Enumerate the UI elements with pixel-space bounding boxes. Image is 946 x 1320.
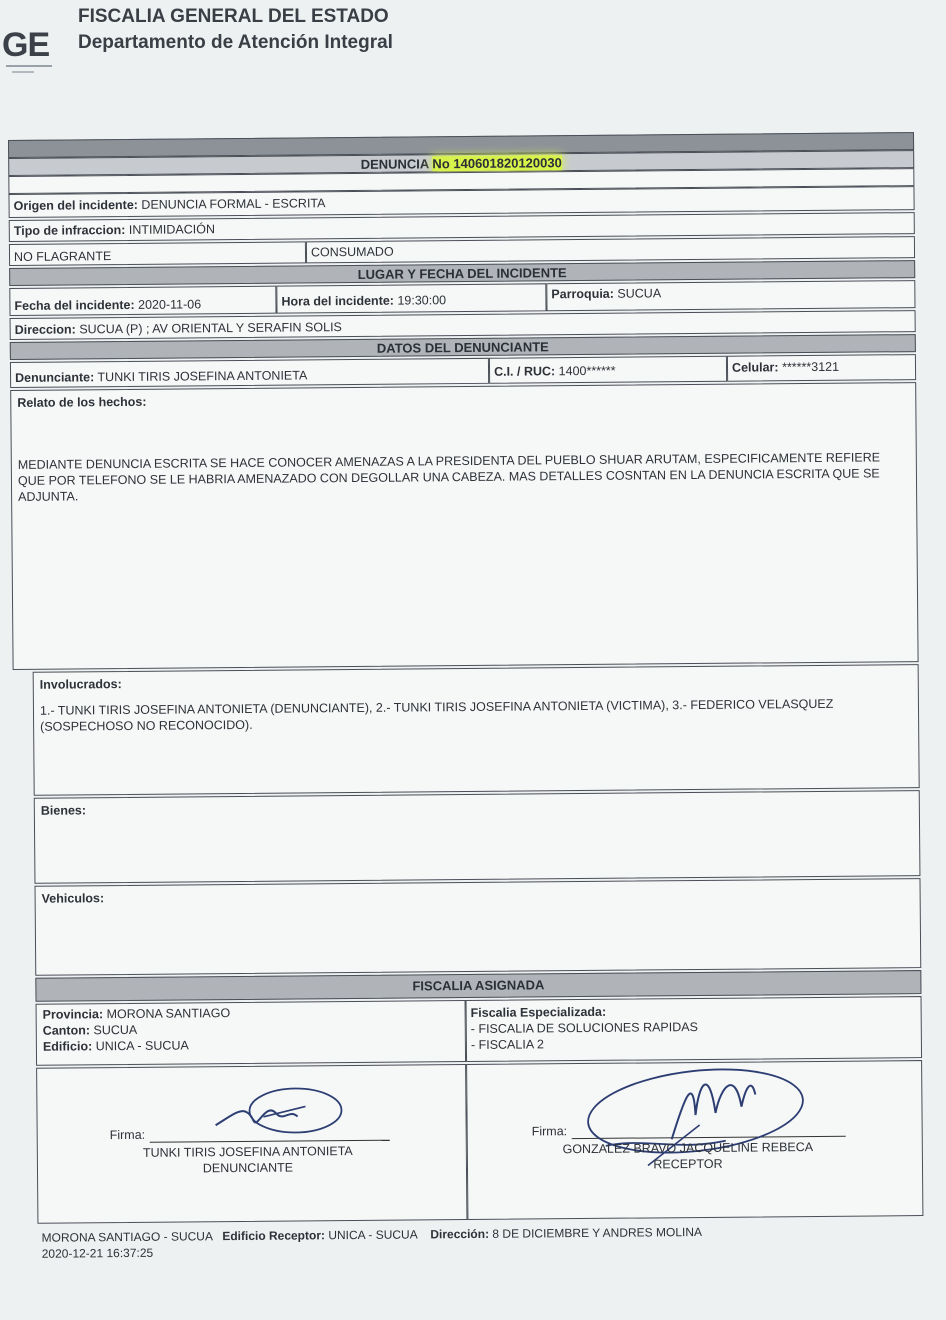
signature-role-left: DENUNCIANTE [202, 1160, 294, 1176]
origen-value: DENUNCIA FORMAL - ESCRITA [141, 196, 326, 212]
flagrancia-cell: NO FLAGRANTE [9, 241, 306, 266]
relato-section [10, 382, 918, 670]
especializada-line-1: - FISCALIA DE SOLUCIONES RAPIDAS [470, 1020, 698, 1036]
denuncia-form [8, 132, 923, 1261]
relato-label: Relato de los hechos: [17, 394, 147, 410]
fecha-label: Fecha del incidente: [14, 297, 135, 313]
vehiculos-section [35, 878, 922, 976]
parroquia-label: Parroquia: [551, 286, 614, 302]
hora-label: Hora del incidente: [281, 293, 395, 309]
canton-value: SUCUA [93, 1022, 138, 1038]
denunciante-section-title: DATOS DEL DENUNCIANTE [10, 334, 916, 360]
footer-edificio-label: Edificio Receptor: [222, 1228, 326, 1244]
direccion-value: SUCUA (P) ; AV ORIENTAL Y SERAFIN SOLIS [79, 320, 342, 337]
denuncia-title-prefix: DENUNCIA [360, 156, 433, 172]
denunciante-value: TUNKI TIRIS JOSEFINA ANTONIETA [97, 368, 308, 385]
provincia-value: MORONA SANTIAGO [106, 1006, 231, 1022]
vehiculos-label: Vehiculos: [41, 891, 105, 906]
celular-label: Celular: [731, 360, 779, 375]
signature-role-right: RECEPTOR [653, 1156, 723, 1172]
parroquia-cell [546, 280, 915, 311]
footer-edificio-value: UNICA - SUCUA [328, 1227, 418, 1243]
edificio-label: Edificio: [42, 1039, 93, 1054]
tipo-value: INTIMIDACIÓN [128, 222, 216, 237]
denunciante-label: Denunciante: [15, 370, 95, 385]
involucrados-section [33, 664, 920, 796]
canton-label: Canton: [42, 1023, 91, 1038]
involucrados-text: 1.- TUNKI TIRIS JOSEFINA ANTONIETA (DENUNCIANTE), 2.- TUNKI TIRIS JOSEFINA ANTONIETA (VICTIMA), 3.- FEDERICO VELASQUEZ (SOSPECHOSO NO RECONOCIDO). [39, 696, 834, 734]
celular-value: ******3121 [781, 359, 840, 375]
tipo-label: Tipo de infraccion: [13, 222, 126, 238]
origen-label: Origen del incidente: [13, 197, 138, 213]
especializada-label: Fiscalia Especializada: [470, 1004, 607, 1020]
fiscalia-especializada [466, 996, 923, 1062]
fiscalia-location [36, 1000, 467, 1066]
direccion-label: Direccion: [14, 322, 76, 337]
signature-denunciante [36, 1064, 467, 1224]
ci-value: 1400****** [558, 363, 616, 379]
footer-direccion-value: 8 DE DICIEMBRE Y ANDRES MOLINA [492, 1224, 703, 1241]
org-title: FISCALIA GENERAL DEL ESTADO [78, 6, 389, 27]
ci-label: C.I. / RUC: [493, 364, 556, 379]
footer-direccion-label: Dirección: [430, 1226, 490, 1242]
fiscalia-section-title: FISCALIA ASIGNADA [35, 970, 921, 1002]
celular-cell [727, 354, 916, 382]
involucrados-label: Involucrados: [39, 677, 122, 692]
footer-line-1 [42, 1224, 703, 1246]
denuncia-number: No 140601820120030 [432, 155, 562, 172]
signature-receptor [466, 1060, 923, 1220]
lugar-section-title: LUGAR Y FECHA DEL INCIDENTE [9, 260, 915, 286]
signature-name-left: TUNKI TIRIS JOSEFINA ANTONIETA [142, 1144, 353, 1160]
firma-label-right: Firma: [531, 1124, 568, 1139]
fge-logo: GE [2, 26, 50, 64]
ci-cell [489, 356, 727, 384]
relato-text: MEDIANTE DENUNCIA ESCRITA SE HACE CONOCER AMENAZAS A LA PRESIDENTA DEL PUEBLO SHUAR ARUTAM, ESPECIFICAMENTE REFIERE QUE POR TELEFONO SE LE HABRIA AMENAZADO CON DEGOLLAR UNA CABEZA. MAS DETALLES COSNTAN EN LA DENUNCIA ESCRITA QUE SE ADJUNTA. [17, 450, 881, 504]
provincia-label: Provincia: [42, 1007, 104, 1022]
hora-cell [276, 283, 546, 313]
edificio-line [43, 1035, 459, 1055]
footer-ubicacion: MORONA SANTIAGO - SUCUA [41, 1229, 213, 1245]
especializada-line-2: - FISCALIA 2 [470, 1037, 544, 1052]
firma-label-left: Firma: [109, 1127, 146, 1143]
parroquia-value: SUCUA [617, 286, 662, 301]
bienes-label: Bienes: [40, 803, 87, 818]
edificio-value: UNICA - SUCUA [95, 1038, 189, 1054]
org-subtitle: Departamento de Atención Integral [78, 32, 393, 53]
fecha-cell [9, 286, 276, 316]
logo-caption-graphic [6, 62, 52, 76]
estado-cell: CONSUMADO [306, 236, 915, 263]
document-header [0, 0, 946, 120]
handwritten-signature-left [205, 1082, 346, 1143]
hora-value: 19:30:00 [397, 293, 447, 308]
fecha-value: 2020-11-06 [138, 297, 202, 312]
bienes-section [34, 790, 921, 884]
denunciante-cell [10, 358, 489, 388]
footer-timestamp: 2020-12-21 16:37:25 [41, 1245, 154, 1261]
signature-name-right: GONZALEZ BRAVO JACQUELINE REBECA [562, 1140, 814, 1157]
